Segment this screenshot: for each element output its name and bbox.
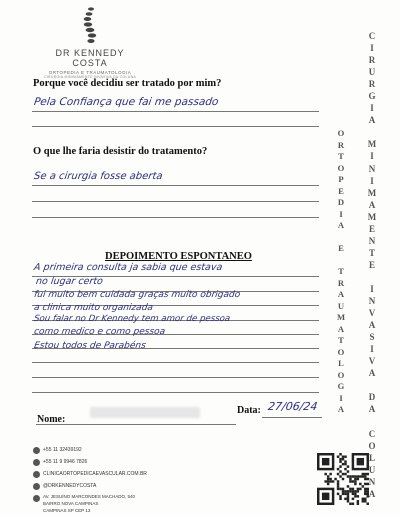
testimony-line: Sou falar no Dr Kennedy tem amor de pessoa <box>33 314 231 324</box>
side-letter: G <box>368 91 376 102</box>
instagram-icon <box>33 483 40 490</box>
side-letter: M <box>367 139 377 150</box>
web-icon <box>33 471 40 478</box>
side-letter: A <box>368 320 376 331</box>
side-letter: L <box>338 358 344 368</box>
side-letter: A <box>337 220 345 230</box>
side-letter: N <box>368 235 376 246</box>
side-letter <box>364 416 380 428</box>
side-letter: A <box>337 289 345 299</box>
side-letter: N <box>368 476 376 487</box>
testimony-line: Estou todos de Parabéns <box>33 341 147 351</box>
brand-tagline: CIRURGIA MINIMAMENTE INVASIVA DA COLUNA <box>43 75 137 79</box>
testimony-line: A primeira consulta ja sabia que estava <box>33 262 224 273</box>
side-letter: A <box>368 368 376 379</box>
contact-whatsapp: +55 11 9 9946 7826 <box>43 459 88 465</box>
brand-subtitle: ORTOPEDIA E TRAUMATOLOGIA <box>48 70 132 75</box>
side-letter <box>364 379 380 391</box>
contact-website: CLINICAORTOPEDICAEVASCULAR.COM.BR <box>43 471 147 477</box>
side-letter: U <box>368 67 376 78</box>
brand-name: DR KENNEDY COSTA <box>55 48 125 68</box>
date-line <box>262 417 322 418</box>
question-2-label: O que lhe faria desistir do tratamento? <box>33 146 208 157</box>
side-letter: I <box>370 43 374 54</box>
side-letter: N <box>368 163 376 174</box>
side-letter: L <box>368 452 375 463</box>
side-letter: T <box>338 151 344 161</box>
side-letter: R <box>368 79 376 90</box>
side-letter: I <box>370 103 374 114</box>
question-1-answer: Pela Confiança que fai me passado <box>33 96 220 108</box>
side-letter <box>364 271 380 283</box>
side-letter: T <box>368 247 375 258</box>
side-letter: T <box>338 266 344 276</box>
answer-line <box>32 201 319 202</box>
contact-address-city: CAMPINAS SP CEP 13 <box>43 508 91 513</box>
side-letter: T <box>338 335 344 345</box>
side-letter: O <box>337 369 345 380</box>
side-letter: M <box>367 187 377 198</box>
testimony-rule <box>32 362 319 363</box>
side-letter: M <box>336 312 346 322</box>
side-letter: I <box>370 175 374 186</box>
redacted-name-field <box>90 407 200 418</box>
side-letter: P <box>338 174 344 184</box>
side-letter: V <box>368 308 376 319</box>
testimony-line: como medico e como pessoa <box>33 327 166 337</box>
whatsapp-icon <box>33 459 40 466</box>
side-letter: O <box>337 346 345 357</box>
testimony-title: DEPOIMENTO ESPONTANEO <box>105 251 252 262</box>
phone-icon <box>33 447 40 454</box>
testimony-rule <box>32 392 319 393</box>
testimony-line: a clinica muito organizada <box>33 303 154 313</box>
side-letter: M <box>367 211 377 222</box>
side-letter: A <box>368 404 376 415</box>
side-letter: A <box>368 199 376 210</box>
side-letter <box>364 126 380 138</box>
side-letter: O <box>368 440 376 451</box>
qr-code-icon <box>317 453 369 505</box>
side-letter: U <box>368 464 376 475</box>
side-letter: E <box>338 243 344 253</box>
side-letter: I <box>339 392 343 403</box>
side-letter: I <box>339 208 343 219</box>
name-line <box>36 424 236 425</box>
contact-instagram: @DRKENNEDYCOSTA <box>43 483 97 489</box>
date-label: Data: <box>237 405 261 416</box>
side-letter: A <box>337 404 345 414</box>
side-letter: S <box>369 332 375 343</box>
side-letter: U <box>337 300 345 311</box>
side-letter: E <box>368 223 375 234</box>
side-letter: O <box>337 162 345 173</box>
testimony-line: fui muito bem cuidada graças muito obrigado <box>33 290 241 300</box>
side-letter: E <box>338 185 344 196</box>
side-letter: N <box>368 296 376 307</box>
question-2-answer: Se a cirurgia fosse aberta <box>33 171 164 182</box>
side-letter: R <box>337 139 345 150</box>
side-letter: R <box>337 277 345 288</box>
side-letter: R <box>368 55 376 66</box>
contact-address-district: BAIRRO NOVA CAMPINAS <box>43 501 99 506</box>
side-letter: O <box>337 128 345 138</box>
side-letter: D <box>368 392 376 403</box>
spine-logo-icon <box>75 6 105 46</box>
side-letter: G <box>337 381 345 391</box>
side-letter: A <box>368 115 376 126</box>
side-letter: I <box>370 151 374 162</box>
side-letter <box>334 255 348 267</box>
contact-phone: +55 11 32439192 <box>43 447 82 453</box>
side-letter: E <box>368 259 375 270</box>
date-value: 27/06/24 <box>267 400 319 413</box>
name-label: Nome: <box>37 414 66 425</box>
side-letter: I <box>370 344 374 355</box>
contact-address: AV. JESUÍNO MARCONDES MACHADO, 540 <box>43 494 136 499</box>
side-letter: I <box>370 283 374 294</box>
side-letter: C <box>368 428 376 439</box>
question-1-label: Porque você decidiu ser tratado por mim? <box>33 78 222 89</box>
answer-line <box>32 185 319 186</box>
side-letter: A <box>337 323 345 334</box>
answer-line <box>32 126 319 127</box>
testimony-rule <box>32 377 319 378</box>
side-letter: C <box>368 31 376 41</box>
side-letter: A <box>368 488 376 499</box>
side-surgery-text <box>364 30 380 500</box>
testimony-line: no lugar certo <box>35 276 104 287</box>
clinic-logo <box>40 6 140 79</box>
side-letter: D <box>337 197 345 207</box>
answer-line <box>32 217 319 218</box>
side-letter: V <box>368 356 376 367</box>
location-icon <box>33 495 40 502</box>
side-letter <box>334 232 348 244</box>
side-specialty-text <box>334 128 348 416</box>
answer-line <box>32 111 319 112</box>
